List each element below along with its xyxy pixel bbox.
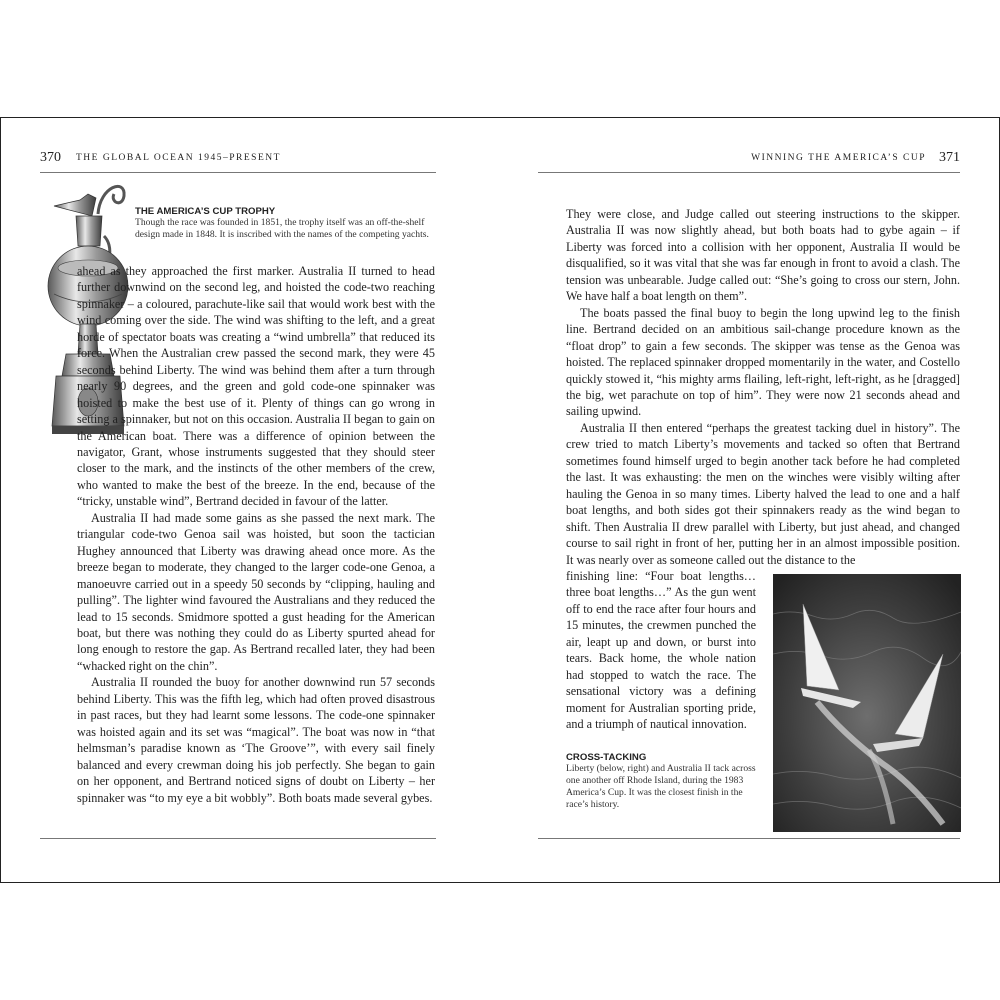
yachts-photo — [773, 574, 961, 832]
cross-tacking-caption — [566, 752, 762, 811]
right-page — [501, 118, 1000, 882]
caption-text: Liberty (below, right) and Australia II tack across one another off Rhode Island, during the 1983 America’s Cup. It was the closest finish in the race’s history. — [566, 763, 756, 810]
body-paragraph: ahead as they approached the first marker. Australia II turned to head further downwind on the second leg, and hoisted the code-two reaching spinnaker – a coloured, parachute-like sail that would work best with the wind coming over the side. The wind was shifting to the left, and a great horde of spectator boats was creating a “wind umbrella” that reduced its force. When the Australian crew passed the second mark, they were 45 seconds behind Liberty. The wind was behind them after a turn through nearly 90 degrees, and the green and gold code-one spinnaker was hoisted to make the best use of it. Plenty of things can go wrong in setting a spinnaker, but not on this occasion. Australia II began to gain on the American boat. There was a difference of opinion between the navigator, Grant, whose instruments suggested that they should steer closer to the mark, and the instincts of the other members of the crew, who wanted to make the best of the breeze. In the end, because of the “tricky, unstable wind”, Bertrand decided in favour of the latter. — [77, 264, 435, 509]
body-paragraph: Australia II then entered “perhaps the greatest tacking duel in history”. The crew tried to match Liberty’s movements and tacked so often that Bertrand sometimes found himself urged to begin another tack before he had completed the last. It was exhausting: the men on the winches were visibly wilting after hauling the Genoa in so many times. Liberty halved the lead to one and a half boat lengths, and both sides got their spinnakers ready as the wind began to shift. Then Australia II drew parallel with Liberty, but just ahead, and changed course to sail right in front of her, putting her in an almost impossible position. It was nearly over as someone called out the distance to the — [566, 420, 960, 567]
left-body-text — [77, 263, 435, 806]
body-paragraph: Australia II had made some gains as she passed the next mark. The triangular code-two Genoa sail was hoisted, but soon the tactician Hughey announced that Liberty was drawing ahead once more. As the breeze began to moderate, they changed to the larger code-one Genoa, a manoeuvre carried out in a speedy 50 seconds by “clipping, hauling and pulling”. The lighter wind favoured the Australians and they reduced the lead to 15 seconds. Smidmore spotted a gust heading for the American boat, but there was nothing they could do as Liberty spurted ahead for long enough to restore the gap. As Bertrand recalled later, they had been “whacked right on the chin”. — [77, 510, 435, 673]
page-number: 371 — [939, 150, 960, 165]
body-paragraph: The boats passed the final buoy to begin the long upwind leg to the finish line. Bertrand decided on an ambitious sail-change procedure known as the “float drop” to gain a few seconds. The skipper was tense as the Genoa was hoisted. The replaced spinnaker dropped momentarily in the water, and Costello quickly stowed it, “his mighty arms flailing, left-right, left-right, as he [dragged] the big, wet parachute on top of him”. They were now 21 seconds ahead and sailing upwind. — [566, 305, 960, 419]
trophy-caption — [135, 206, 435, 241]
book-spread — [0, 117, 1000, 883]
footer-rule — [40, 838, 436, 839]
left-page-header — [40, 150, 436, 173]
running-head: THE GLOBAL OCEAN 1945–PRESENT — [76, 153, 281, 163]
body-paragraph-narrow: finishing line: “Four boat lengths… three boat lengths…” As the gun went off to end the race after four hours and 15 minutes, the crewmen punched the air, leapt up and down, or burst into tears. Back home, the whole nation had stopped to watch the race. The sensational victory was a defining moment for Australian sporting pride, and a triumph of nautical innovation. — [566, 568, 756, 732]
body-paragraph: Australia II rounded the buoy for another downwind run 57 seconds behind Liberty. This was the fifth leg, which had often proved disastrous in past races, but they had learnt some lessons. The code-one spinnaker was hoisted again and its set was “magical”. The boat was now in “that helmsman’s paradise known as ‘The Groove’”, with every sail finely balanced and every crewman doing his job perfectly. She began to gain on her opponent, and Bertrand noticed signs of doubt on Liberty – her spinnaker was “to my eye a bit wobbly”. Both boats made several gybes. — [77, 675, 435, 805]
body-paragraph: They were close, and Judge called out steering instructions to the skipper. Australia II was now slightly ahead, but both boats had to gybe again – if Liberty was forced into a collision with her opponent, Australia II would be disqualified, so it was vital that she was far enough in front to avoid a clash. The tension was unbearable. Judge called out: “She’s going to cross our stern, John. We have half a boat length on them”. — [566, 207, 960, 304]
caption-title: CROSS-TACKING — [566, 752, 647, 763]
page-number: 370 — [40, 150, 61, 165]
left-page — [1, 118, 500, 882]
running-head: WINNING THE AMERICA’S CUP — [751, 153, 926, 163]
footer-rule — [538, 838, 960, 839]
right-page-header — [538, 150, 960, 173]
caption-title: THE AMERICA’S CUP TROPHY — [135, 206, 276, 217]
caption-text: Though the race was founded in 1851, the trophy itself was an off-the-shelf design made in 1848. It is inscribed with the names of the competing yachts. — [135, 217, 429, 240]
